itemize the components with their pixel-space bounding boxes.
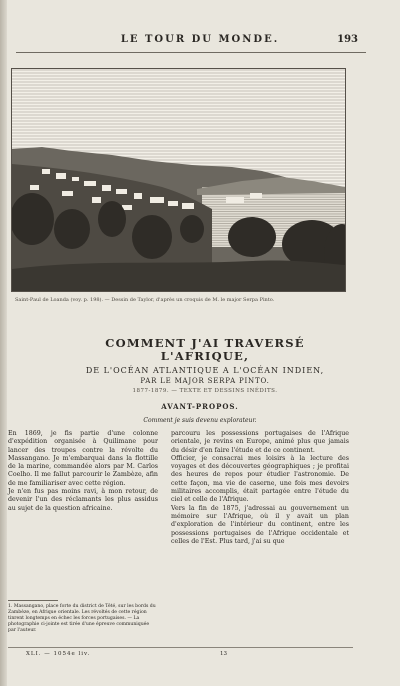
paragraph: Vers la fin de 1875, j'adressai au gouvernement un mémoire sur l'Afrique, où il y avait un plan d'exploration de l'intérieur du continent, entre les possessions portugaises de l'Afrique occidentale et celles de l'Est. Plus tard, j'ai su que [171,504,349,545]
section-heading: AVANT-PROPOS. [161,402,239,411]
text-column-right [171,430,349,546]
article-title-block [60,337,350,394]
illustration-caption: Saint-Paul de Loanda (voy. p. 198). — Dessin de Taylor, d'après un croquis de M. le major Serpa Pinto. [15,297,275,303]
running-head [0,34,400,48]
footnote: 1. Massangano, place forte du district de Tété, sur les bords du Zambèze, en Afrique orientale. Les révoltés de cette région tinrent longtemps en échec les forces portugaises. — La photographie ci-jointe est tirée d'une épreuve communiquée par l'auteur. [8,604,156,633]
article-dates: 1877-1879. — TEXTE ET DESSINS INÉDITS. [132,388,278,394]
section-subheading: Comment je suis devenu explorateur. [143,417,257,424]
book-spine-shadow [0,0,7,686]
header-rule [16,52,366,53]
page-number: 193 [337,34,358,45]
issue-signature: XLI. — 1054e liv. [26,651,91,657]
paragraph: parcouru les possessions portugaises de l'Afrique orientale, je revins en Europe, animé plus que jamais du désir d'en faire l'étude et de ce continent. [171,430,349,454]
text-column-left [8,430,158,513]
article-subtitle: DE L'OCÉAN ATLANTIQUE A L'OCÉAN INDIEN, [85,366,325,375]
article-author: PAR LE MAJOR SERPA PINTO. [140,377,270,385]
article-title: COMMENT J'AI TRAVERSÉ L'AFRIQUE, [105,336,305,363]
sheet-number: 13 [220,651,227,657]
bottom-rule [8,647,353,648]
paragraph: Officier, je consacrai mes loisirs à la lecture des voyages et des découvertes géographiques ; je profitai des heures de repos pour étudier l'astronomie. De cette façon, ma vie de caserne, une fois mes devoirs militaires accomplis, était partagée entre l'étude du ciel et celle de l'Afrique. [171,454,349,504]
engraving-illustration [11,68,346,292]
paragraph: En 1869, je fis partie d'une colonne d'expédition organisée à Quilimane pour lancer des troupes contre la révolte du Massangano. Je m'embarquai dans la flottille de la marine, commandée alors par M. Carlos Coelho. Il me fallut parcourir le Zambèze, afin de me familiariser avec cette région. [8,430,158,487]
running-title: LE TOUR DU MONDE. [120,34,280,45]
paragraph: Je n'en fus pas moins ravi, à mon retour, de devenir l'un des réclamants les plus assidus au sujet de la question africaine. [8,488,158,512]
footnote-rule [8,600,58,601]
